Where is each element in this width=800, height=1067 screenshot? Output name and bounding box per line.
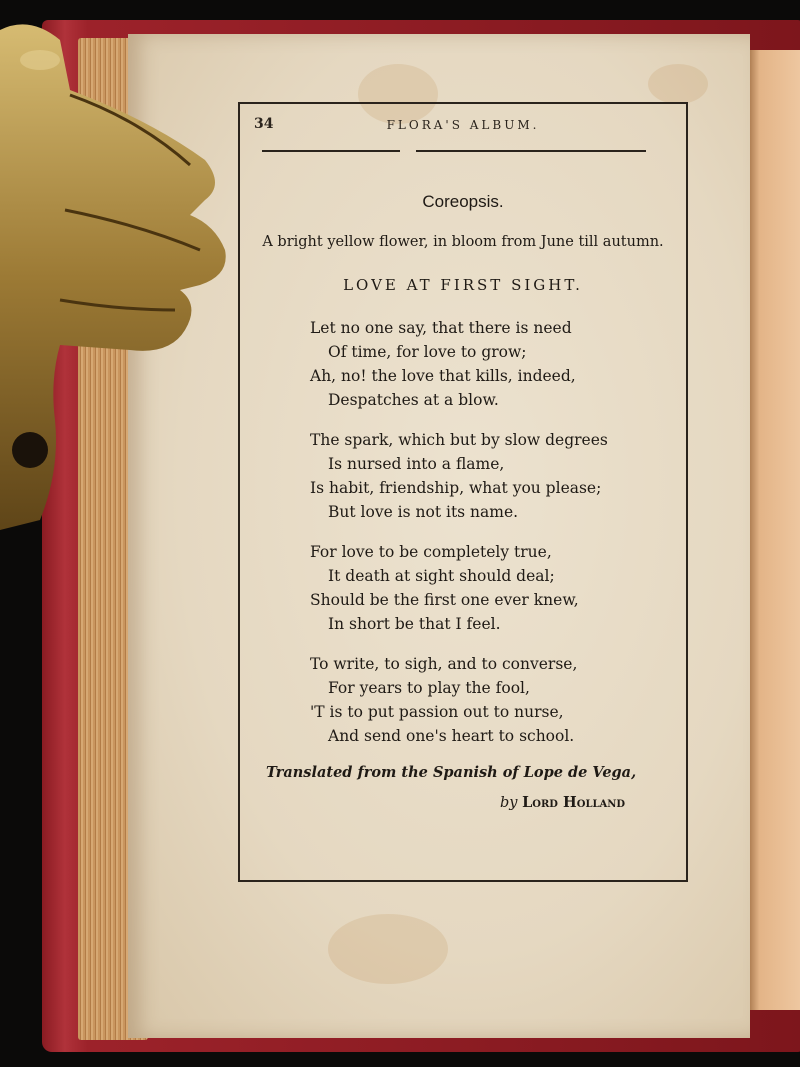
running-head: FLORA'S ALBUM.: [386, 118, 540, 132]
poem-line: Ah, no! the love that kills, indeed,: [310, 367, 576, 385]
stanza-4: [310, 652, 690, 748]
poem-line: For love to be completely true,: [310, 543, 552, 561]
poem-line: Let no one say, that there is need: [310, 319, 572, 337]
poem-line: 'T is to put passion out to nurse,: [310, 703, 564, 721]
poem-line: The spark, which but by slow degrees: [310, 431, 608, 449]
header-rule-right: [416, 150, 646, 152]
stanza-1: [310, 316, 690, 412]
poem-body: [310, 316, 690, 764]
facing-page-edge: [746, 50, 800, 1010]
poem-line: Is habit, friendship, what you please;: [310, 479, 602, 497]
poem-line: It death at sight should deal;: [328, 567, 555, 585]
poem-line: Should be the first one ever knew,: [310, 591, 579, 609]
page-header: [240, 114, 686, 144]
translation-credit: Translated from the Spanish of Lope de Vega,: [266, 764, 637, 781]
credit-author-name: Lord Holland: [522, 794, 626, 811]
credit-by: by: [500, 795, 518, 811]
printed-frame: [238, 102, 688, 882]
stanza-3: [310, 540, 690, 636]
author-credit: [500, 794, 625, 811]
poem-line: Is nursed into a flame,: [328, 455, 505, 473]
stanza-2: [310, 428, 690, 524]
header-rule-left: [262, 150, 400, 152]
brass-hand-clip-icon: [0, 0, 240, 540]
poem-line: For years to play the fool,: [328, 679, 530, 697]
flower-name: Coreopsis.: [422, 192, 504, 211]
flower-description: A bright yellow flower, in bloom from June till autumn.: [262, 234, 664, 250]
poem-line: To write, to sigh, and to converse,: [310, 655, 578, 673]
poem-title: LOVE AT FIRST SIGHT.: [343, 276, 583, 294]
poem-line: Despatches at a blow.: [328, 391, 499, 409]
poem-line: Of time, for love to grow;: [328, 343, 527, 361]
page-number: 34: [254, 116, 274, 132]
poem-line: In short be that I feel.: [328, 615, 501, 633]
poem-line: But love is not its name.: [328, 503, 519, 521]
poem-line: And send one's heart to school.: [328, 727, 575, 745]
paper-stain: [648, 64, 708, 104]
paper-stain: [328, 914, 448, 984]
